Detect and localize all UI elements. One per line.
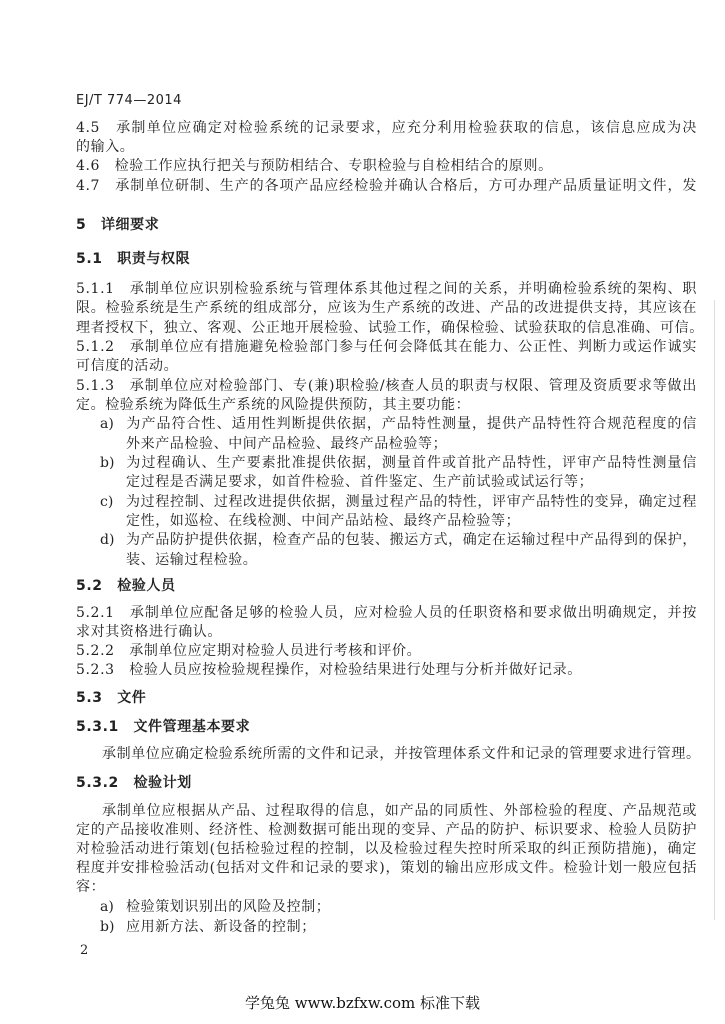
clause-5-1-2-cont: 可信度的活动。 [76,358,179,374]
heading-5-1: 5.1 职责与权限 [76,251,191,267]
clause-5-2-3: 5.2.3 检验人员应按检验规程操作，对检验结果进行处理与分析并做好记录。 [76,662,582,678]
list-item-c-cont: 定性，如巡检、在线检测、中间产品站检、最终产品检验等； [126,513,521,529]
clause-4-5: 4.5 承制单位应确定对检验系统的记录要求，应充分利用检验获取的信息，该信息应成为决 [76,120,697,136]
clause-4-6: 4.6 检验工作应执行把关与预防相结合、专职检验与自检相结合的原则。 [76,158,553,174]
list-text: 为产品防护提供依据，检查产品的包装、搬运方式，确定在运输过程中产品得到的保护， [126,532,697,548]
clause-5-2-2: 5.2.2 承制单位应定期对检验人员进行考核和评价。 [76,643,422,659]
list-label: c) [100,494,114,510]
clause-5-3-2-body-4: 程度并安排检验活动(包括对文件和记录的要求)，策划的输出应形成文件。检验计划一般应包括 [76,860,697,876]
clause-5-1-3-cont: 定。检验系统为降低生产系统的风险提供预防，其主要功能： [76,397,471,413]
list-text: 检验策划识别出的风险及控制； [126,899,331,915]
list-text: 为过程控制、过程改进提供依据，测量过程产品的特性，评审产品特性的变异，确定过程 [126,494,697,510]
list-item-a-cont: 外来产品检验、中间产品检验、最终产品检验等； [126,436,448,452]
plan-item-a [100,897,697,917]
list-item-b [100,453,697,473]
heading-5-3-2: 5.3.2 检验计划 [76,775,192,791]
clause-5-3-2-body-5: 容： [76,879,106,895]
clause-5-2-1: 5.2.1 承制单位应配备足够的检验人员，应对检验人员的任职资格和要求做出明确规定，并按 [76,605,697,621]
clause-5-3-2-body-2: 定的产品接收准则、经济性、检测数据可能出现的变异、产品的防护、标识要求、检验人员防护 [76,822,697,838]
list-text: 应用新方法、新设备的控制； [126,919,316,935]
standard-number: EJ/T 774—2014 [76,93,182,108]
list-item-d-cont: 装、运输过程检验。 [126,552,258,568]
clause-5-1-2: 5.1.2 承制单位应有措施避免检验部门参与任何会降低其在能力、公正性、判断力或运作诚实 [76,339,697,355]
page-number: 2 [80,943,89,958]
heading-5-3: 5.3 文件 [76,690,147,706]
list-label: d) [100,532,115,548]
clause-5-1-1-cont: 限。检验系统是生产系统的组成部分，应该为生产系统的改进、产品的改进提供支持，其应该在 [76,300,697,316]
clause-5-1-1-cont2: 理者授权下，独立、客观、公正地开展检验、试验工作，确保检验、试验获取的信息准确、可信。 [76,320,704,336]
plan-item-b [100,917,697,937]
clause-4-5-cont: 的输入。 [76,139,135,155]
list-item-d [100,530,697,550]
list-label: a) [100,899,114,915]
clause-4-7: 4.7 承制单位研制、生产的各项产品应经检验并确认合格后，方可办理产品质量证明文件，发 [76,178,697,194]
list-label: b) [100,919,115,935]
heading-5-3-1: 5.3.1 文件管理基本要求 [76,719,251,735]
list-item-b-cont: 定过程是否满足要求，如首件检验、首件鉴定、生产前试验或试运行等； [126,474,594,490]
list-item-a [100,414,697,434]
list-text: 为过程确认、生产要素批准提供依据，测量首件或首批产品特性，评审产品特性测量信 [126,455,697,471]
clause-5-2-1-cont: 求对其资格进行确认。 [76,624,222,640]
heading-5: 5 详细要求 [76,217,160,233]
heading-5-2: 5.2 检验人员 [76,578,176,594]
clause-5-3-2-body: 承制单位应根据从产品、过程取得的信息，如产品的同质性、外部检验的程度、产品规范或 [102,803,697,819]
clause-5-1-3: 5.1.3 承制单位应对检验部门、专(兼)职检验/核查人员的职责与权限、管理及资质要求等做出 [76,378,697,394]
list-label: b) [100,455,115,471]
list-item-c [100,492,697,512]
clause-5-3-1-body: 承制单位应确定检验系统所需的文件和记录，并按管理体系文件和记录的管理要求进行管理。 [102,746,701,762]
list-text: 为产品符合性、适用性判断提供依据，产品特性测量，提供产品特性符合规范程度的信 [126,416,697,432]
clause-5-3-2-body-3: 对检验活动进行策划(包括检验过程的控制，以及检验过程失控时所采取的纠正预防措施)，确定 [76,841,697,857]
scan-artifact-line [714,300,715,920]
list-label: a) [100,416,114,432]
clause-5-1-1: 5.1.1 承制单位应识别检验系统与管理体系其他过程之间的关系，并明确检验系统的架构、职 [76,281,697,297]
watermark-footer: 学兔兔 www.bzfxw.com 标准下载 [244,994,481,1012]
